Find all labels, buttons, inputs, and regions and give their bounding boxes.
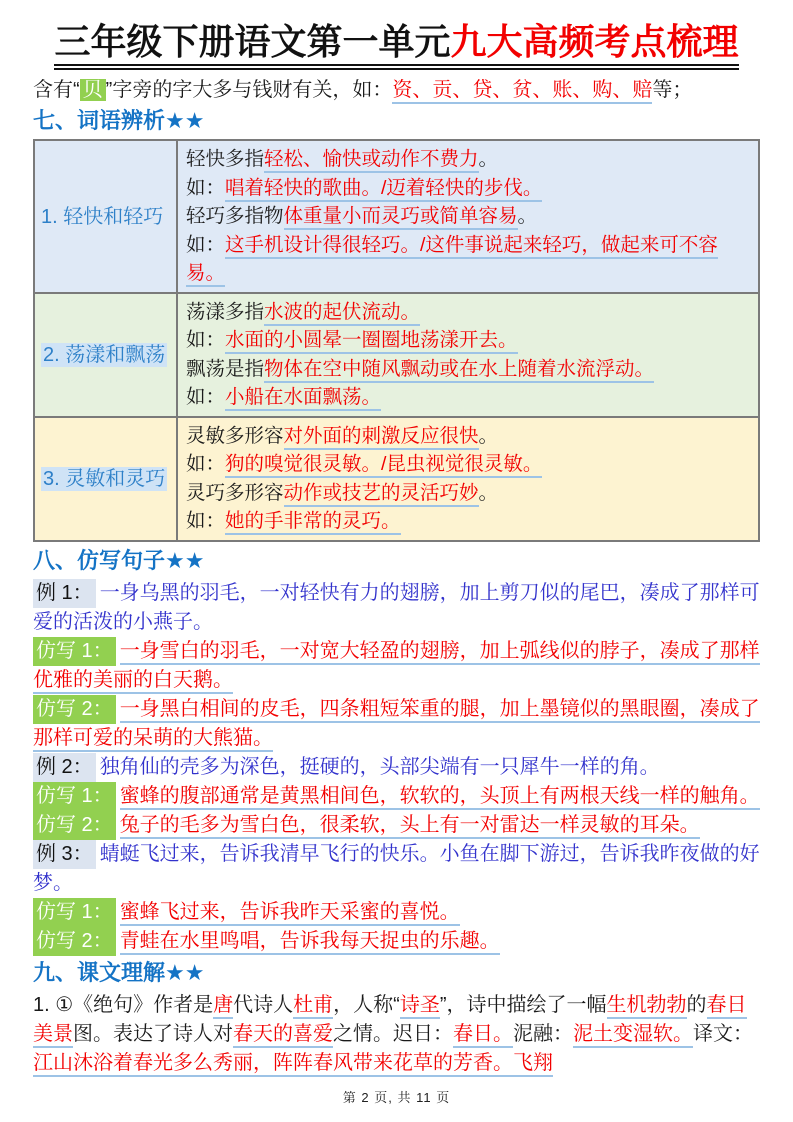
text-segment: 灵巧多形容	[186, 481, 284, 504]
content-line	[186, 422, 750, 451]
text-segment: 泥融：	[513, 1022, 573, 1045]
row-label	[41, 467, 167, 491]
text-segment: 之情。迟日：	[333, 1022, 453, 1045]
text-segment: 兔子的毛多为雪白色，很柔软，头上有一对雷达一样灵敏的耳朵。	[120, 814, 700, 839]
text-segment: 。	[478, 148, 499, 171]
row-label: 1. 轻快和轻巧	[41, 205, 164, 228]
text-segment: 狗的嗅觉很灵敏。/昆虫视觉很灵敏。	[225, 453, 542, 478]
paragraph	[33, 811, 760, 840]
text-segment: 一身雪白的羽毛，一对宽大轻盈的翅膀，加上弧线似的脖子，凑成了那样优雅的美丽的白天鹅。	[33, 640, 760, 694]
text-segment: 春天的喜爱	[233, 1023, 333, 1048]
text-segment: 杜甫	[293, 994, 333, 1019]
text-segment: 水面的小圆晕一圈圈地荡漾开去。	[225, 329, 518, 354]
intro-line	[33, 76, 760, 104]
content-line	[186, 174, 750, 203]
title-red-part: 九大高频考点梳理	[450, 21, 739, 62]
sentence-imitation-block	[33, 579, 760, 956]
text-segment: 代诗人	[233, 993, 294, 1016]
text-segment: 如：	[186, 233, 226, 256]
content-line	[186, 507, 750, 536]
text-segment: 独角仙的壳多为深色，挺硬的，头部尖端有一只犀牛一样的角。	[99, 755, 660, 778]
text-segment: 对外面的刺激反应很快	[284, 425, 479, 450]
paragraph-label: 仿写 2：	[33, 811, 116, 840]
text-segment: 物体在空中随风飘动或在水上随着水流浮动。	[264, 358, 654, 383]
text-segment: 等；	[652, 79, 693, 102]
text-segment: 蜻蜓飞过来，告诉我清早飞行的快乐。小鱼在脚下游过，告诉我昨夜做的好梦。	[33, 842, 760, 894]
text-segment: 生机勃勃	[607, 994, 687, 1019]
text-segment: ，人称“	[333, 993, 400, 1016]
text-segment: 。	[517, 205, 538, 228]
text-segment: 灵敏多形容	[186, 424, 284, 447]
text-segment: 。	[478, 424, 499, 447]
text-segment: 春日美景	[33, 994, 747, 1048]
text-segment: 动作或技艺的灵活巧妙	[284, 482, 479, 507]
paragraph-label: 仿写 2：	[33, 927, 116, 956]
text-segment: 蜜蜂飞过来，告诉我昨天采蜜的喜悦。	[120, 901, 460, 926]
paragraph	[33, 840, 760, 898]
content-line	[186, 202, 750, 231]
text-segment: 一身乌黑的羽毛，一对轻快有力的翅膀，加上剪刀似的尾巴，凑成了那样可爱的活泼的小燕子。	[33, 581, 760, 633]
text-segment: 蜜蜂的腹部通常是黄黑相间色，软软的，头顶上有两根天线一样的触角。	[120, 785, 760, 810]
paragraph-label: 仿写 1：	[33, 782, 116, 811]
text-segment: 1. ①《绝句》作者是	[33, 993, 214, 1016]
content-line	[186, 383, 750, 412]
title-black-part: 三年级下册语文第一单元	[54, 21, 451, 62]
content-line	[186, 355, 750, 384]
table-row	[34, 293, 759, 417]
content-line	[186, 298, 750, 327]
text-segment: 图。表达了诗人对	[73, 1022, 233, 1045]
text-segment: 这手机设计得很轻巧。/这件事说起来轻巧，做起来可不容易。	[186, 234, 718, 288]
paragraph	[33, 695, 760, 753]
paragraph	[33, 782, 760, 811]
text-segment: 唱着轻快的歌曲。/迈着轻快的步伐。	[225, 177, 542, 202]
content-line	[186, 231, 750, 288]
text-segment: 译文：	[693, 1022, 753, 1045]
word-discrimination-table	[33, 139, 760, 542]
text-segment: 如：	[186, 386, 226, 409]
text-segment: 一身黑白相间的皮毛，四条粗短笨重的腿，加上墨镜似的黑眼圈，凑成了那样可爱的呆萌的大熊猫。	[33, 698, 760, 752]
paragraph-label: 例 2：	[33, 753, 96, 782]
page-number: 第 2 页, 共 11 页	[342, 1090, 451, 1105]
paragraph-label: 仿写 1：	[33, 898, 116, 927]
text-segment: 。	[478, 481, 499, 504]
text-segment: 水波的起伏流动。	[264, 301, 420, 326]
paragraph	[33, 898, 760, 927]
content-line	[186, 145, 750, 174]
text-segment: 诗圣	[400, 994, 440, 1019]
text-segment: 如：	[186, 510, 226, 533]
text-comprehension-block	[33, 991, 760, 1078]
text-segment: ”字旁的字大多与钱财有关，如：	[105, 79, 393, 102]
text-segment: 青蛙在水里鸣唱，告诉我每天捉虫的乐趣。	[120, 930, 500, 955]
content-line	[186, 479, 750, 508]
table-row	[34, 417, 759, 541]
paragraph	[33, 753, 760, 782]
text-segment: 轻快多指	[186, 148, 265, 171]
paragraph-label: 仿写 2：	[33, 695, 116, 724]
paragraph	[33, 579, 760, 637]
text-segment: 如：	[186, 453, 226, 476]
text-segment: 荡漾多指	[186, 300, 265, 323]
row-label-cell	[34, 417, 177, 541]
row-label	[41, 343, 167, 367]
paragraph	[33, 637, 760, 695]
text-segment: 轻松、愉快或动作不费力	[264, 148, 479, 173]
paragraph-label: 例 3：	[33, 840, 96, 869]
page-title	[33, 22, 760, 70]
section-heading-sentence-imitation: 八、仿写句子★★	[33, 547, 205, 573]
text-segment: 含有“	[33, 79, 80, 102]
paragraph	[33, 927, 760, 956]
text-segment: 轻巧多指物	[186, 205, 284, 228]
row-label-highlight: 3. 灵敏和灵巧	[43, 467, 166, 490]
row-label-cell	[34, 293, 177, 417]
paragraph	[33, 991, 760, 1078]
text-segment: 如：	[186, 329, 226, 352]
paragraph-label: 仿写 1：	[33, 637, 116, 666]
row-content-cell	[177, 140, 759, 293]
text-segment: 小船在水面飘荡。	[225, 386, 381, 411]
text-segment: 资、贡、贷、贫、账、购、赔	[392, 79, 652, 104]
text-segment: 贝	[80, 79, 106, 101]
row-label-highlight: 2. 荡漾和飘荡	[43, 343, 166, 366]
paragraph-label: 例 1：	[33, 579, 96, 608]
content-line	[186, 450, 750, 479]
text-segment: 她的手非常的灵巧。	[225, 510, 401, 535]
content-line	[186, 326, 750, 355]
text-segment: 春日。	[453, 1023, 513, 1048]
row-label-cell	[34, 140, 177, 293]
text-segment: 的	[686, 993, 707, 1016]
text-segment: 如：	[186, 176, 226, 199]
row-content-cell	[177, 293, 759, 417]
text-segment: 飘荡是指	[186, 357, 265, 380]
text-segment: 体重量小而灵巧或简单容易	[284, 205, 518, 230]
section-heading-word-discrimination: 七、词语辨析★★	[33, 108, 205, 134]
text-segment: 唐	[213, 994, 233, 1019]
table-row	[34, 140, 759, 293]
page-title-underline	[54, 22, 738, 70]
text-segment: 泥土变湿软。	[573, 1023, 693, 1048]
text-segment: 江山沐浴着春光多么秀丽，阵阵春风带来花草的芳香。飞翔	[33, 1052, 553, 1077]
row-content-cell	[177, 417, 759, 541]
text-segment: ”，诗中描绘了一幅	[439, 993, 607, 1016]
section-heading-text-comprehension: 九、课文理解★★	[33, 959, 205, 985]
